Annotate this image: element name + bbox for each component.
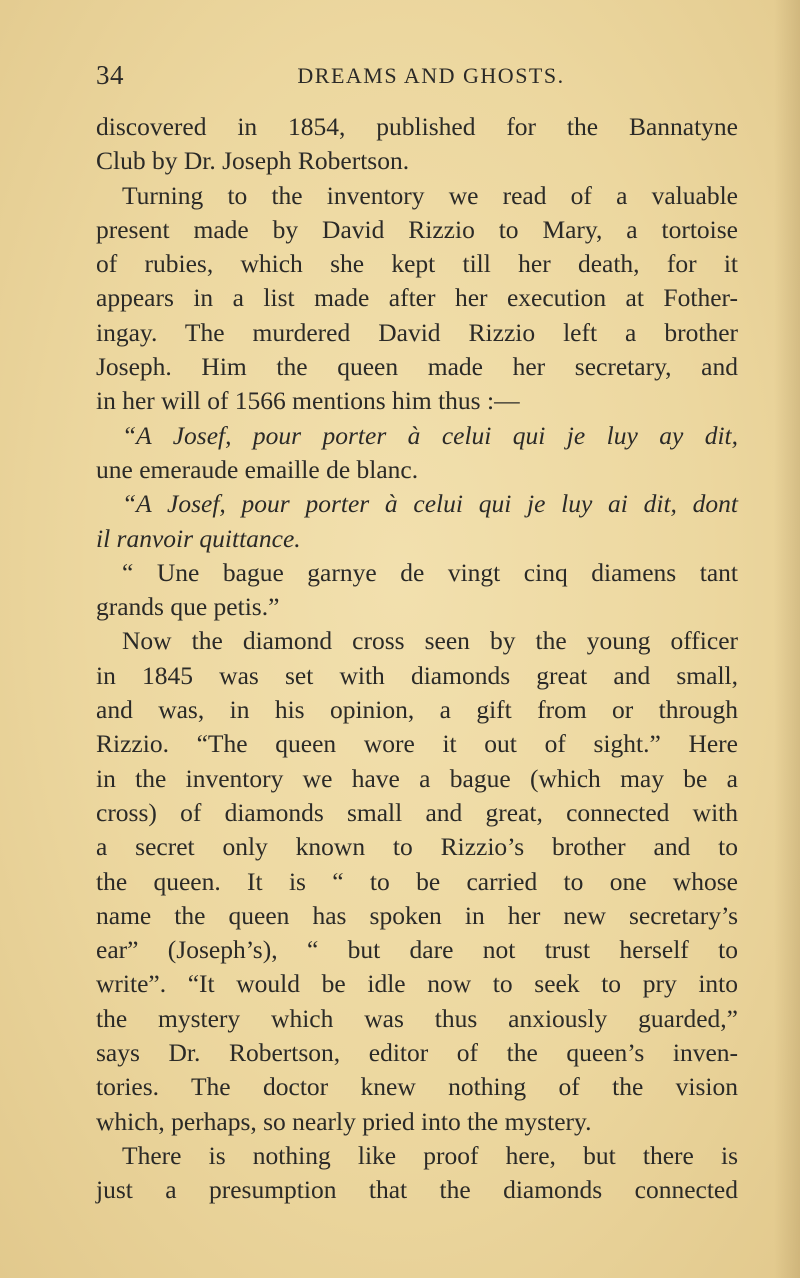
text-line: tories. The doctor knew nothing of the vision [96, 1072, 738, 1102]
text-line: grands que petis.” [96, 592, 280, 622]
text-line: write”. “It would be idle now to seek to pry into [96, 969, 738, 999]
text-line: Joseph. Him the queen made her secretary, and [96, 352, 738, 382]
text-line: ear” (Joseph’s), “ but dare not trust herself to [96, 935, 738, 965]
page-number: 34 [96, 60, 124, 90]
text-line: appears in a list made after her execution at Fother- [96, 283, 738, 313]
text-line: of rubies, which she kept till her death, for it [96, 249, 738, 279]
french-quote-line: “A Josef, pour porter à celui qui je luy ai dit, dont [122, 489, 738, 519]
text-line: Now the diamond cross seen by the young officer [122, 626, 738, 656]
text-line: a secret only known to Rizzio’s brother and to [96, 832, 738, 862]
text-line: discovered in 1854, published for the Bannatyne [96, 112, 738, 141]
text-line: name the queen has spoken in her new secretary’s [96, 900, 738, 930]
text-line: Rizzio. “The queen wore it out of sight.” Here [96, 729, 738, 759]
french-quote-line: il ranvoir quittance. [96, 523, 301, 553]
text-line: just a presumption that the diamonds connected [96, 1175, 738, 1205]
text-line: Turning to the inventory we read of a valuable [122, 180, 738, 210]
text-line: in 1845 was set with diamonds great and small, [96, 660, 738, 690]
text-line: in her will of 1566 mentions him thus :— [96, 386, 520, 416]
text-line: “ Une bague garnye de vingt cinq diamens tant [122, 557, 738, 587]
text-line: which, perhaps, so nearly pried into the mystery. [96, 1106, 592, 1136]
text-line: the queen. It is “ to be carried to one whose [96, 866, 738, 896]
text-line: Club by Dr. Joseph Robertson. [96, 146, 410, 176]
text-line: ingay. The murdered David Rizzio left a brother [96, 317, 738, 347]
page-header [96, 60, 736, 96]
running-head: DREAMS AND GHOSTS. [297, 63, 565, 88]
text-line: cross) of diamonds small and great, connected with [96, 797, 738, 827]
text-line: present made by David Rizzio to Mary, a tortoise [96, 214, 738, 244]
text-line: the mystery which was thus anxiously guarded,” [96, 1003, 738, 1033]
text-line: says Dr. Robertson, editor of the queen’s inven- [96, 1038, 738, 1068]
text-line: in the inventory we have a bague (which may be a [96, 763, 738, 793]
text-line: and was, in his opinion, a gift from or through [96, 695, 738, 725]
text-line: There is nothing like proof here, but there is [122, 1140, 738, 1170]
page-edge-shadow [774, 0, 800, 1278]
body-text [96, 110, 738, 1208]
text-line: une emeraude emaille de blanc. [96, 454, 419, 484]
french-quote-line: “A Josef, pour porter à celui qui je luy ay dit, [122, 420, 738, 450]
